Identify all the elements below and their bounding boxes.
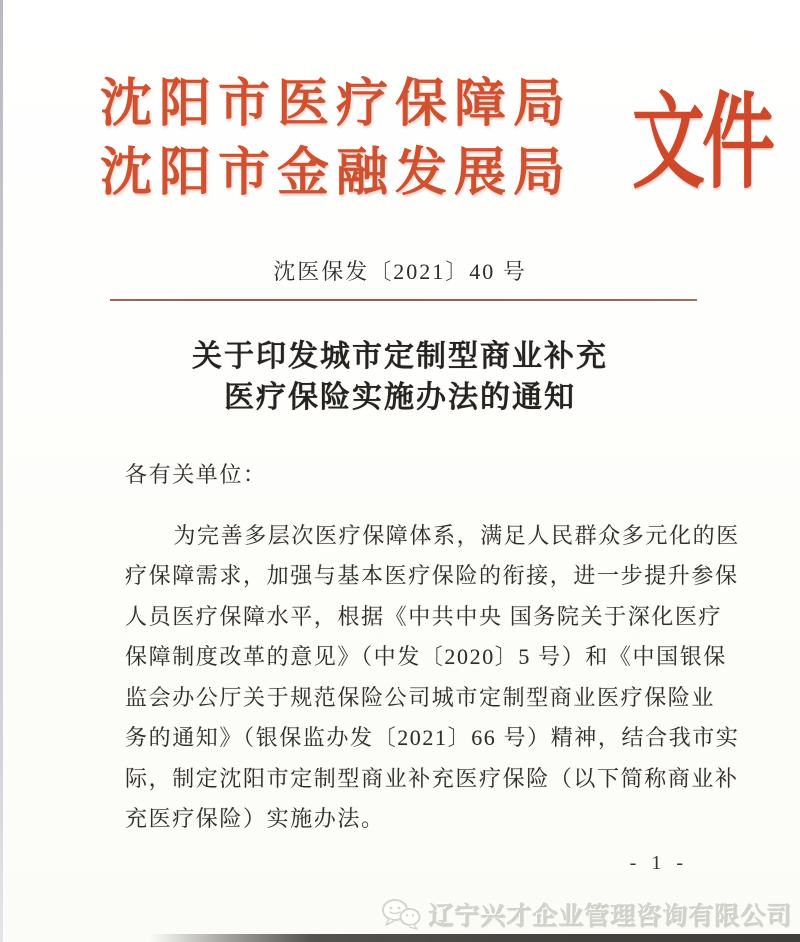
document-number: 沈医保发〔2021〕40 号: [273, 259, 527, 284]
body-line: 务的通知》（银保监办发〔2021〕66 号）精神，结合我市实: [125, 725, 740, 750]
letterhead: [100, 76, 773, 202]
agency-names: [100, 78, 572, 201]
body-line: 监会办公厅关于规范保险公司城市定制型商业医疗保险业: [125, 684, 716, 710]
document-title: [0, 336, 800, 418]
document-word-label: 文件: [632, 85, 773, 201]
page-number: - 1 -: [629, 852, 688, 874]
salutation: 各有关单位：: [125, 462, 267, 487]
watermark-company-name: 辽宁兴才企业管理咨询有限公司: [427, 903, 792, 930]
body-line: 为完善多层次医疗保障体系，满足人民群众多元化的医: [173, 522, 740, 548]
photo-bottom-edge: [150, 934, 800, 942]
chat-bubbles-logo-icon: [380, 897, 422, 931]
document-title-line2: 医疗保险实施办法的通知: [224, 381, 576, 414]
body-line: 保障制度改革的意见》（中发〔2020〕5 号）和《中国银保: [125, 644, 727, 669]
document-title-line1: 关于印发城市定制型商业补充: [192, 340, 608, 373]
body-line: 疗保障需求，加强与基本医疗保险的衔接，进一步提升参保: [125, 563, 739, 588]
agency-name-line2: 沈阳市金融发展局: [100, 144, 573, 202]
page-left-edge-line: [0, 0, 3, 942]
red-divider-line: [110, 299, 697, 301]
document-body: [125, 455, 740, 840]
watermark-footer: [380, 896, 792, 932]
body-line: 际，制定沈阳市定制型商业补充医疗保险（以下简称商业补: [125, 765, 739, 791]
body-line: 人员医疗保障水平，根据《中共中央 国务院关于深化医疗: [125, 603, 723, 629]
body-line: 充医疗保险）实施办法。: [125, 806, 385, 831]
agency-name-line1: 沈阳市医疗保障局: [100, 76, 573, 133]
